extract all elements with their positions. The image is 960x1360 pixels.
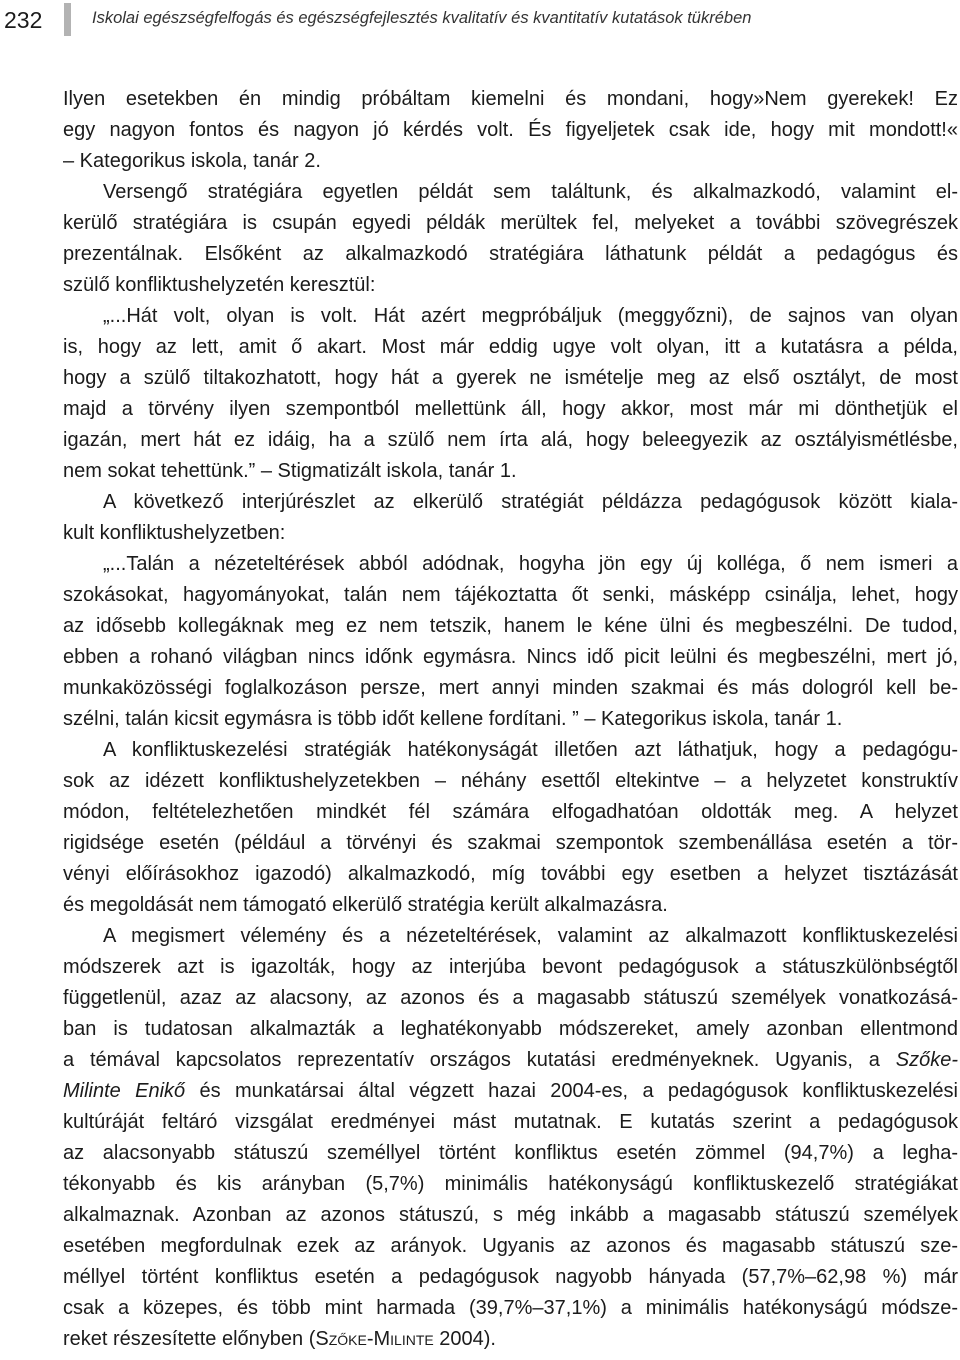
text-line: az idősebb kollegáknak meg ez nem tetszik, hanem le kéne ülni és megbeszélni. De tudod, — [63, 615, 958, 637]
text-line: módon, feltételezhetően mindkét fél számára elfogadhatóan oldották meg. A helyzet — [63, 801, 958, 823]
text-line: Ilyen esetekben én mindig próbáltam kiemelni és mondani, hogy»Nem gyerekek! Ez — [63, 88, 958, 110]
text-line — [63, 1076, 958, 1107]
interview-quote — [63, 549, 958, 735]
text-line: majd a törvény ilyen szempontból mellettünk áll, hogy akkor, most már mi dönthetjük el — [63, 398, 958, 420]
text-line: A konfliktuskezelési stratégiák hatékonyságát illetően azt láthatjuk, hogy a pedagógu- — [103, 739, 958, 761]
text-line: kultúráját feltáró vizsgálat eredményei mást mutatnak. E kutatás szerint a pedagógusok — [63, 1111, 958, 1133]
page-number: 232 — [4, 7, 43, 33]
text-line: esetében megfordulnak ezek az arányok. Ugyanis az azonos és magasabb státuszú sze- — [63, 1235, 958, 1257]
interview-quote — [63, 301, 958, 487]
line-text: a témával kapcsolatos reprezentatív országos kutatási eredményeknek. Ugyanis, a — [63, 1049, 896, 1071]
text-line: prezentálnak. Elsőként az alkalmazkodó stratégiára láthatunk példát a pedagógus és — [63, 243, 958, 265]
author-name: Szőke- — [895, 1049, 958, 1071]
text-line: ban is tudatosan alkalmazták a leghatékonyabb módszereket, amely azonban ellentmond — [63, 1018, 958, 1040]
text-line: – Kategorikus iskola, tanár 2. — [63, 150, 321, 172]
text-line: A megismert vélemény és a nézeteltérések, valamint az alkalmazott konfliktuskezelési — [103, 925, 958, 947]
text-line: nem sokat tehettünk.” – Stigmatizált iskola, tanár 1. — [63, 460, 517, 482]
paragraph — [63, 177, 958, 301]
citation-author: Szőke-Milinte — [315, 1328, 434, 1350]
line-text: reket részesítette előnyben ( — [63, 1328, 316, 1350]
text-line: is, hogy az lett, amit ő akart. Most már eddig ugye volt olyan, itt a kutatásra a példa, — [63, 336, 958, 358]
text-body — [63, 84, 958, 1355]
text-line: szülő konfliktushelyzetén keresztül: — [63, 274, 376, 296]
text-line: kult konfliktushelyzetben: — [63, 522, 286, 544]
text-line: csak a közepes, és több mint harmada (39,7%–37,1%) a minimális hatékonyságú módsze- — [63, 1297, 958, 1319]
text-line: és megoldását nem támogató elkerülő stratégia került alkalmazásra. — [63, 894, 668, 916]
text-line: méllyel történt konfliktus esetén a pedagógusok nagyobb hányada (57,7%–62,98 %) már — [63, 1266, 958, 1288]
text-line: ebben a rohanó világban nincs időnk egymásra. Nincs idő picit leülni és megbeszélni, mert jó, — [63, 646, 958, 668]
text-line — [63, 1045, 958, 1076]
text-line: függetlenül, azaz az alacsony, az azonos és a magasabb státuszú személyek vonatkozásá- — [63, 987, 958, 1009]
text-line: vényi előírásokhoz igazodó) alkalmazkodó, míg további egy esetben a helyzet tisztázását — [63, 863, 958, 885]
author-name: Milinte Enikő — [63, 1080, 186, 1102]
text-line: kerülő stratégiára is csupán egyedi példák merültek fel, melyeket a további szövegrészek — [63, 212, 958, 234]
citation-year: 2004). — [433, 1328, 496, 1350]
text-line: Versengő stratégiára egyetlen példát sem találtunk, és alkalmazkodó, valamint el- — [103, 181, 958, 203]
text-line: munkaközösségi foglalkozáson persze, mert annyi minden szakmai és más dologról kell be- — [63, 677, 958, 699]
text-line: alkalmaznak. Azonban az azonos státuszú, s még inkább a magasabb státuszú személyek — [63, 1204, 958, 1226]
text-line: szokásokat, hagyományokat, talán nem tájékoztatta őt senki, másképp csinálja, lehet, hogy — [63, 584, 958, 606]
text-line: egy nagyon fontos és nagyon jó kérdés volt. És figyeljetek csak ide, hogy mit mondott!« — [63, 119, 958, 141]
paragraph — [63, 921, 958, 1355]
header-divider — [64, 3, 71, 36]
text-line: tékonyabb és kis arányban (5,7%) minimális hatékonyságú konfliktuskezelő stratégiákat — [63, 1173, 958, 1195]
paragraph — [63, 735, 958, 921]
text-line: sok az idézett konfliktushelyzetekben – néhány esettől eltekintve – a helyzetet konstruktív — [63, 770, 958, 792]
text-line: „...Talán a nézeteltérések abból adódnak, hogyha jön egy új kolléga, ő nem ismeri a — [103, 553, 958, 575]
text-line: igazán, mert hát ez idáig, ha a szülő nem írta alá, hogy beleegyezik az osztályismétlésbe, — [63, 429, 958, 451]
line-text: és munkatársai által végzett hazai 2004-es, a pedagógusok konfliktuskezelési — [185, 1080, 958, 1102]
text-line: az alacsonyabb státuszú személlyel történt konfliktus esetén zömmel (94,7%) a legha- — [63, 1142, 958, 1164]
text-line: „...Hát volt, olyan is volt. Hát azért megpróbáljuk (meggyőzni), de sajnos van olyan — [103, 305, 958, 327]
text-line: szélni, talán kicsit egymásra is több időt kellene fordítani. ” – Kategorikus iskola, tanár 1. — [63, 708, 843, 730]
paragraph — [63, 487, 958, 549]
text-line: módszerek azt is igazolták, hogy az interjúba bevont pedagógusok a státuszkülönbségtől — [63, 956, 958, 978]
text-line — [63, 1324, 958, 1355]
running-title: Iskolai egészségfelfogás és egészségfejlesztés kvalitatív és kvantitatív kutatások tükrében — [92, 9, 752, 27]
paragraph — [63, 84, 958, 177]
text-line: hogy a szülő tiltakozhatott, hogy hát a gyerek ne ismételje meg az első osztályt, de most — [63, 367, 958, 389]
text-line: A következő interjúrészlet az elkerülő stratégiát példázza pedagógusok között kiala- — [103, 491, 958, 513]
text-line: rigidsége esetén (például a törvényi és szakmai szempontok szembenállása esetén a tör- — [63, 832, 958, 854]
